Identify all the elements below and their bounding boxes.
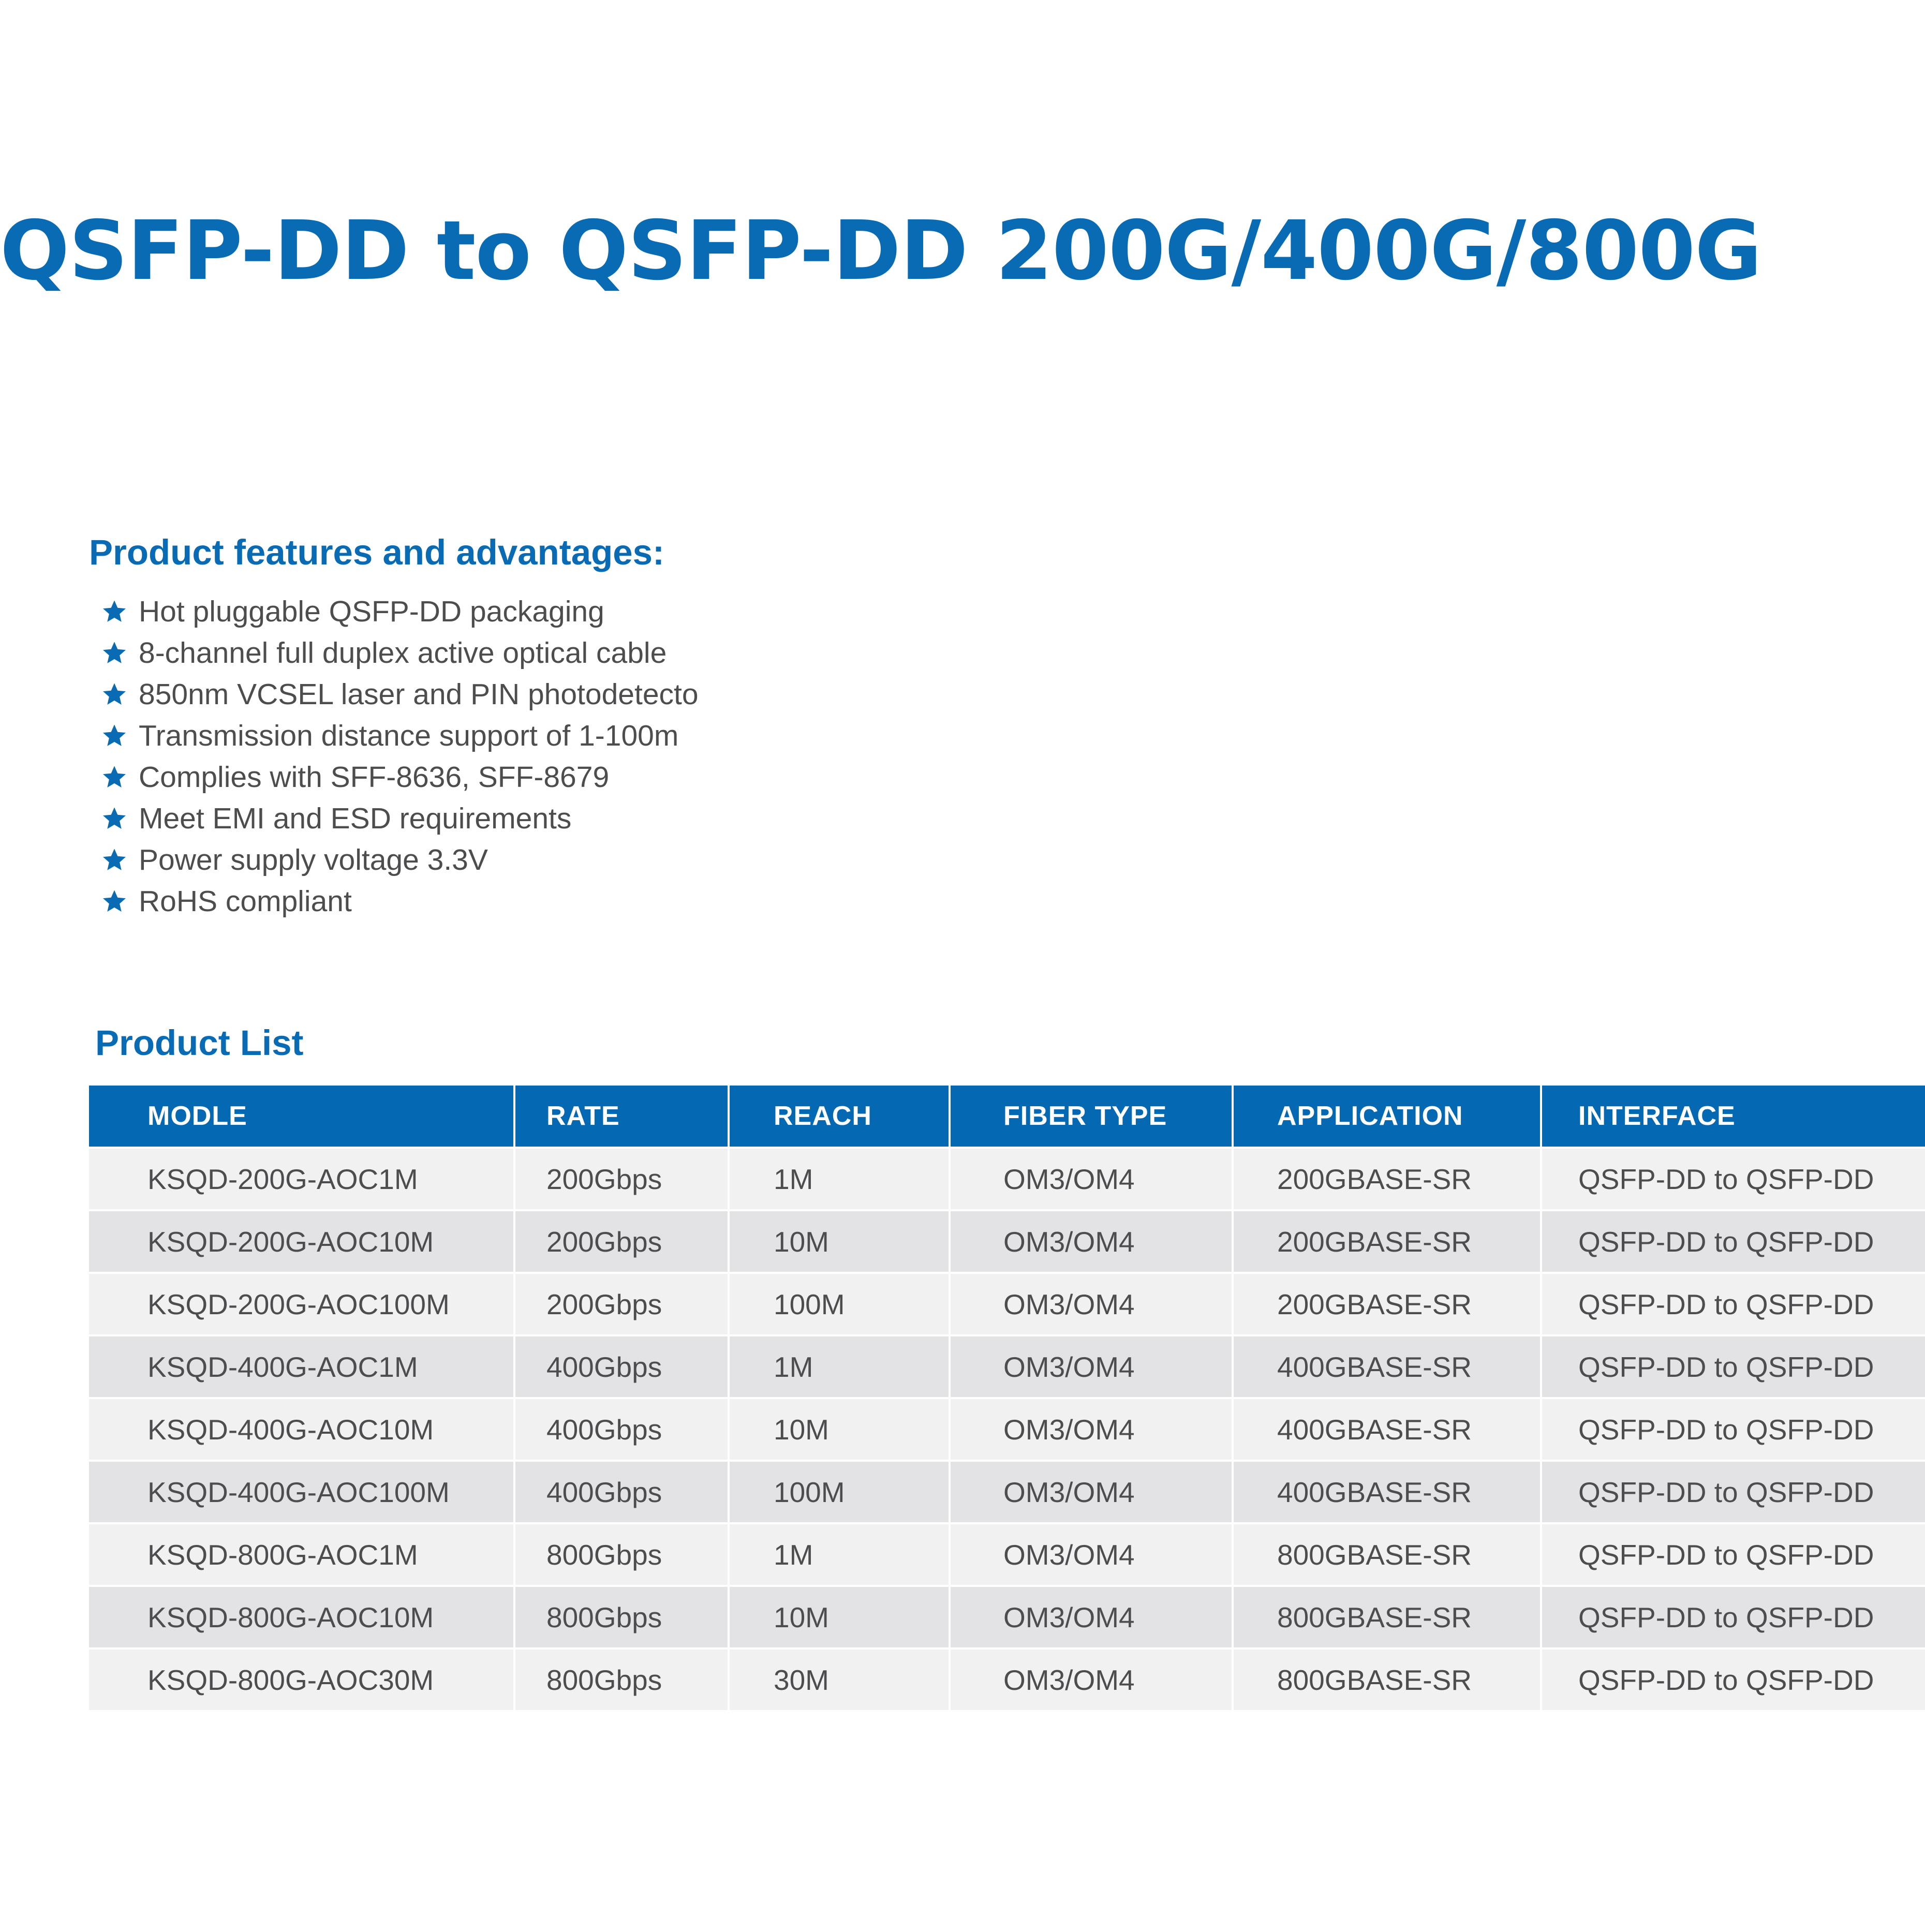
star-icon	[101, 847, 127, 873]
feature-item	[101, 756, 699, 798]
feature-text: Meet EMI and ESD requirements	[139, 802, 572, 835]
column-header-rate: RATE	[515, 1086, 730, 1147]
column-header-reach: REACH	[730, 1086, 951, 1147]
table-header-row	[89, 1086, 1925, 1147]
table-row	[89, 1272, 1925, 1334]
feature-text: 850nm VCSEL laser and PIN photodetecto	[139, 678, 699, 711]
cell-reach: 1M	[730, 1147, 951, 1209]
cell-model: KSQD-400G-AOC10M	[89, 1397, 515, 1460]
table-row	[89, 1522, 1925, 1585]
cell-rate: 200Gbps	[515, 1209, 730, 1272]
cell-reach: 10M	[730, 1585, 951, 1647]
cell-application: 400GBASE-SR	[1234, 1334, 1542, 1397]
feature-text: Power supply voltage 3.3V	[139, 843, 488, 876]
product-table	[89, 1086, 1925, 1710]
table-row	[89, 1147, 1925, 1209]
cell-interface: QSFP-DD to QSFP-DD	[1542, 1585, 1925, 1647]
cell-fiber-type: OM3/OM4	[951, 1272, 1234, 1334]
cell-reach: 1M	[730, 1334, 951, 1397]
cell-fiber-type: OM3/OM4	[951, 1397, 1234, 1460]
cell-rate: 400Gbps	[515, 1334, 730, 1397]
feature-item	[101, 591, 699, 632]
feature-item	[101, 798, 699, 839]
star-icon	[101, 681, 127, 707]
cell-application: 400GBASE-SR	[1234, 1397, 1542, 1460]
cell-interface: QSFP-DD to QSFP-DD	[1542, 1397, 1925, 1460]
feature-item	[101, 674, 699, 715]
table-row	[89, 1334, 1925, 1397]
star-icon	[101, 764, 127, 790]
cell-fiber-type: OM3/OM4	[951, 1647, 1234, 1710]
star-icon	[101, 599, 127, 625]
cell-fiber-type: OM3/OM4	[951, 1334, 1234, 1397]
feature-text: 8-channel full duplex active optical cable	[139, 636, 667, 670]
cell-reach: 1M	[730, 1522, 951, 1585]
cell-interface: QSFP-DD to QSFP-DD	[1542, 1460, 1925, 1522]
cell-model: KSQD-400G-AOC1M	[89, 1334, 515, 1397]
cell-model: KSQD-400G-AOC100M	[89, 1460, 515, 1522]
star-icon	[101, 888, 127, 914]
features-heading: Product features and advantages:	[89, 532, 664, 572]
table-row	[89, 1397, 1925, 1460]
cell-rate: 200Gbps	[515, 1147, 730, 1209]
cell-rate: 800Gbps	[515, 1522, 730, 1585]
cell-reach: 30M	[730, 1647, 951, 1710]
cell-application: 200GBASE-SR	[1234, 1147, 1542, 1209]
cell-model: KSQD-200G-AOC1M	[89, 1147, 515, 1209]
product-list-heading: Product List	[95, 1023, 304, 1063]
cell-rate: 800Gbps	[515, 1585, 730, 1647]
feature-text: Complies with SFF-8636, SFF-8679	[139, 761, 610, 794]
cell-reach: 10M	[730, 1397, 951, 1460]
page-title: QSFP-DD to QSFP-DD 200G/400G/800G	[0, 203, 1761, 299]
cell-model: KSQD-800G-AOC10M	[89, 1585, 515, 1647]
feature-item	[101, 881, 699, 922]
cell-application: 800GBASE-SR	[1234, 1522, 1542, 1585]
cell-interface: QSFP-DD to QSFP-DD	[1542, 1522, 1925, 1585]
column-header-model: MODLE	[89, 1086, 515, 1147]
cell-application: 200GBASE-SR	[1234, 1209, 1542, 1272]
cell-rate: 400Gbps	[515, 1460, 730, 1522]
cell-application: 800GBASE-SR	[1234, 1585, 1542, 1647]
cell-reach: 10M	[730, 1209, 951, 1272]
features-list	[101, 591, 699, 922]
cell-application: 800GBASE-SR	[1234, 1647, 1542, 1710]
cell-application: 400GBASE-SR	[1234, 1460, 1542, 1522]
column-header-interface: INTERFACE	[1542, 1086, 1925, 1147]
feature-text: Hot pluggable QSFP-DD packaging	[139, 595, 604, 628]
table-row	[89, 1460, 1925, 1522]
feature-text: RoHS compliant	[139, 885, 352, 918]
feature-item	[101, 839, 699, 881]
cell-rate: 400Gbps	[515, 1397, 730, 1460]
cell-interface: QSFP-DD to QSFP-DD	[1542, 1147, 1925, 1209]
star-icon	[101, 806, 127, 831]
cell-model: KSQD-200G-AOC100M	[89, 1272, 515, 1334]
star-icon	[101, 640, 127, 666]
cell-reach: 100M	[730, 1272, 951, 1334]
table-row	[89, 1585, 1925, 1647]
cell-rate: 800Gbps	[515, 1647, 730, 1710]
cell-model: KSQD-200G-AOC10M	[89, 1209, 515, 1272]
table-row	[89, 1209, 1925, 1272]
cell-reach: 100M	[730, 1460, 951, 1522]
cell-interface: QSFP-DD to QSFP-DD	[1542, 1272, 1925, 1334]
cell-fiber-type: OM3/OM4	[951, 1522, 1234, 1585]
feature-text: Transmission distance support of 1-100m	[139, 719, 679, 752]
cell-model: KSQD-800G-AOC30M	[89, 1647, 515, 1710]
cell-application: 200GBASE-SR	[1234, 1272, 1542, 1334]
cell-interface: QSFP-DD to QSFP-DD	[1542, 1209, 1925, 1272]
feature-item	[101, 715, 699, 756]
cell-fiber-type: OM3/OM4	[951, 1585, 1234, 1647]
column-header-fiber-type: FIBER TYPE	[951, 1086, 1234, 1147]
cell-fiber-type: OM3/OM4	[951, 1460, 1234, 1522]
cell-rate: 200Gbps	[515, 1272, 730, 1334]
column-header-application: APPLICATION	[1234, 1086, 1542, 1147]
cell-fiber-type: OM3/OM4	[951, 1147, 1234, 1209]
cell-interface: QSFP-DD to QSFP-DD	[1542, 1647, 1925, 1710]
star-icon	[101, 723, 127, 749]
feature-item	[101, 632, 699, 674]
cell-interface: QSFP-DD to QSFP-DD	[1542, 1334, 1925, 1397]
cell-fiber-type: OM3/OM4	[951, 1209, 1234, 1272]
cell-model: KSQD-800G-AOC1M	[89, 1522, 515, 1585]
table-row	[89, 1647, 1925, 1710]
